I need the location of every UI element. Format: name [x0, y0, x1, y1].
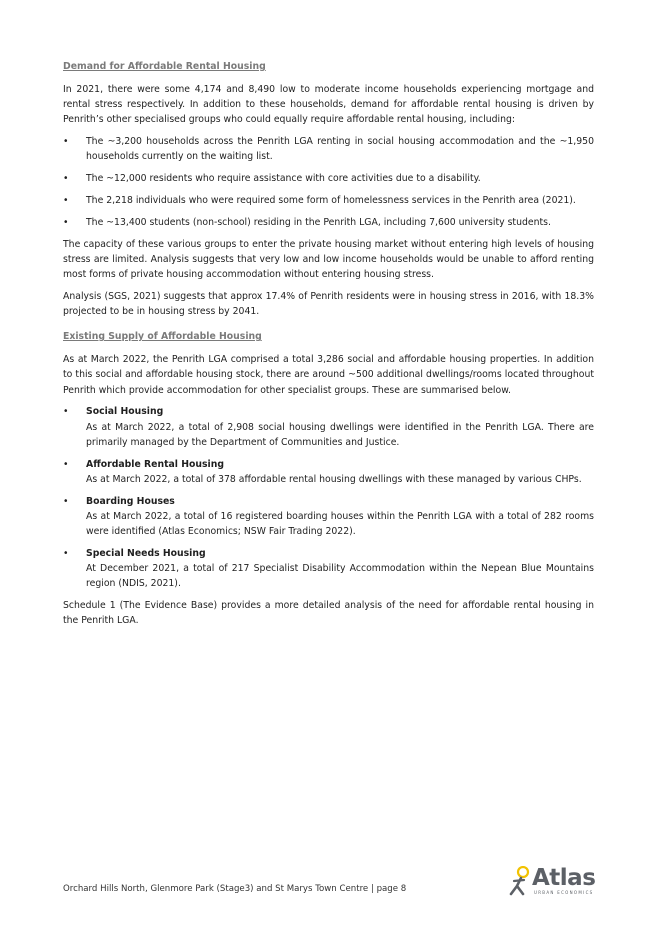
list-item [63, 134, 594, 164]
bullet: • [63, 136, 69, 148]
list-item-text: At December 2021, a total of 217 Specialist Disability Accommodation within the Nepean Blue Mountains region (NDIS, 2021). [86, 563, 594, 590]
section-heading-supply: Existing Supply of Affordable Housing [63, 331, 262, 343]
logo-wordmark: Atlas [532, 865, 596, 891]
list-item-text: As at March 2022, a total of 16 registered boarding houses within the Penrith LGA with a total of 282 rooms were identified (Atlas Economics; NSW Fair Trading 2022). [86, 510, 594, 538]
atlas-logo [508, 866, 594, 896]
section-heading-demand: Demand for Affordable Rental Housing [63, 61, 266, 72]
list-item [63, 404, 594, 450]
closing-paragraph: Schedule 1 (The Evidence Base) provides a more detailed analysis of the need for affordable rental housing in the Penrith LGA. [63, 600, 594, 627]
supply-intro: As at March 2022, the Penrith LGA comprised a total 3,286 social and affordable housing properties. In addition to this social and affordable housing stock, there are around ~500 additional dwellings/rooms located throughout Penrith which provide accommodation for other specialist groups. These are summarised below. [63, 354, 594, 396]
list-item [63, 494, 594, 540]
list-item-title: Boarding Houses [86, 495, 175, 507]
list-item [63, 546, 594, 592]
list-item-text: The ~3,200 households across the Penrith LGA renting in social housing accommodation and the ~1,950 households currently on the waiting list. [86, 136, 594, 163]
list-item [63, 171, 594, 186]
list-item [63, 457, 594, 487]
list-item-text: The ~13,400 students (non-school) residing in the Penrith LGA, including 7,600 university students. [86, 216, 551, 228]
list-item-text: The ~12,000 residents who require assistance with core activities due to a disability. [86, 173, 481, 185]
demand-stress-paragraph: Analysis (SGS, 2021) suggests that approx 17.4% of Penrith residents were in housing stress in 2016, with 18.3% projected to be in housing stress by 2041. [63, 290, 594, 317]
bullet: • [63, 547, 69, 559]
bullet: • [63, 195, 69, 206]
demand-capacity-paragraph: The capacity of these various groups to enter the private housing market without entering high levels of housing stress are limited. Analysis suggests that very low and low income households would be unable to afford renting most forms of private housing accommodation without entering housing stress. [63, 238, 594, 280]
bullet: • [63, 406, 69, 418]
list-item-text: The 2,218 individuals who were required some form of homelessness services in the Penrith area (2021). [86, 195, 576, 206]
bullet: • [63, 173, 69, 185]
supply-list [63, 404, 594, 591]
atlas-figure-icon [508, 866, 534, 896]
list-item [63, 193, 594, 208]
bullet: • [63, 495, 69, 507]
list-item-title: Affordable Rental Housing [86, 458, 225, 470]
page-footer: Orchard Hills North, Glenmore Park (Stage3) and St Marys Town Centre | page 8 [63, 884, 407, 894]
demand-list [63, 134, 594, 230]
list-item-text: As at March 2022, a total of 378 affordable rental housing dwellings with these managed by various CHPs. [86, 473, 582, 485]
list-item [63, 215, 594, 230]
demand-intro: In 2021, there were some 4,174 and 8,490 low to moderate income households experiencing mortgage and rental stress respectively. In addition to these households, demand for affordable rental housing is driven by Penrith’s other specialised groups who could equally require affordable rental housing, including: [63, 84, 594, 126]
list-item-title: Social Housing [86, 406, 164, 418]
list-item-title: Special Needs Housing [86, 547, 206, 559]
page-body [63, 60, 594, 635]
list-item-text: As at March 2022, a total of 2,908 social housing dwellings were identified in the Penrith LGA. There are primarily managed by the Department of Communities and Justice. [86, 421, 594, 448]
bullet: • [63, 216, 69, 228]
bullet: • [63, 458, 69, 470]
logo-tagline: URBAN ECONOMICS [534, 890, 594, 895]
